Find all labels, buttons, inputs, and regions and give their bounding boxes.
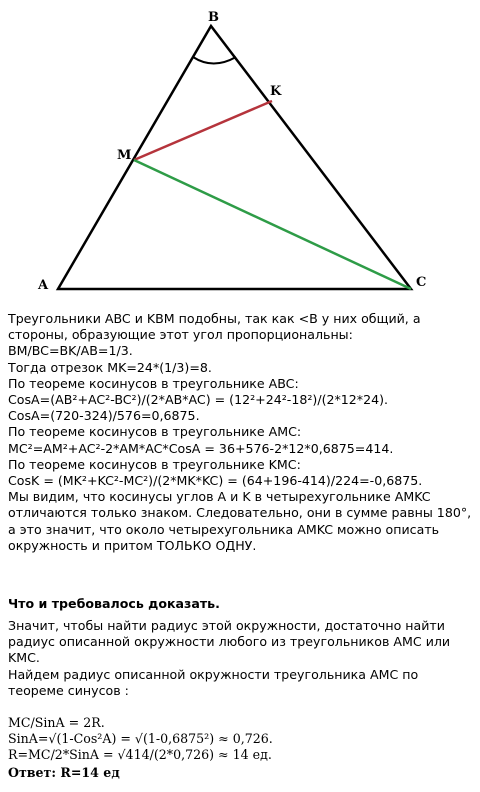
segment-mc [134,160,411,289]
triangle-figure [0,0,480,310]
vertex-label-b: B [208,10,219,25]
answer: Ответ: R=14 ед [8,765,120,780]
proof-text: Треугольники ABC и KBM подобны, так как <B у них общий, а стороны, образующие этот угол пропорциональны: BM/BC=BK/AB=1/3. Тогда отрезок MK=24*(1/3)=8. По теореме косинусов в треугольнике ABC: CosA=(AB²+AC²-BC²)/(2*AB*AC) = (12²+24²-18²)/(2*12*24). CosA=(720-324)/576=0,6875. По теореме косинусов в треугольнике AMC: MC²=AM²+AC²-2*AM*AC*CosA = 36+576-2*12*0,6875=414. По теореме косинусов в треугольнике KMC: CosK = (MK²+KC²-MC²)/(2*MK*KC) = (64+196-414)/224=-0,6875. Мы видим, что косинусы углов A и K в четырехугольнике AMKC отличаются только знаком. Следовательно, они в сумме равны 180°, а это значит, что около четырехугольника AMKC можно описать окружность и притом ТОЛЬКО ОДНУ. [8,311,472,553]
triangle-abc [58,26,411,289]
vertex-label-c: C [416,275,427,290]
proved-statement: Что и требовалось доказать. [8,596,220,611]
radius-explanation: Значит, чтобы найти радиус этой окружности, достаточно найти радиус описанной окружности любого из треугольников AMC или KMC. Найдем радиус описанной окружности треугольника AMC по теореме синусов : [8,618,451,698]
angle-b-arc [193,57,236,64]
sine-theorem-formulas: MC/SinA = 2R. SinA=√(1-Cos²A) = √(1-0,6875²) ≈ 0,726. R=MC/2*SinA = √414/(2*0,726) ≈ 14 ед. [8,715,273,763]
segment-mk [134,101,272,160]
vertex-label-a: A [38,278,49,293]
vertex-label-k: K [270,84,282,99]
vertex-label-m: M [117,148,132,163]
